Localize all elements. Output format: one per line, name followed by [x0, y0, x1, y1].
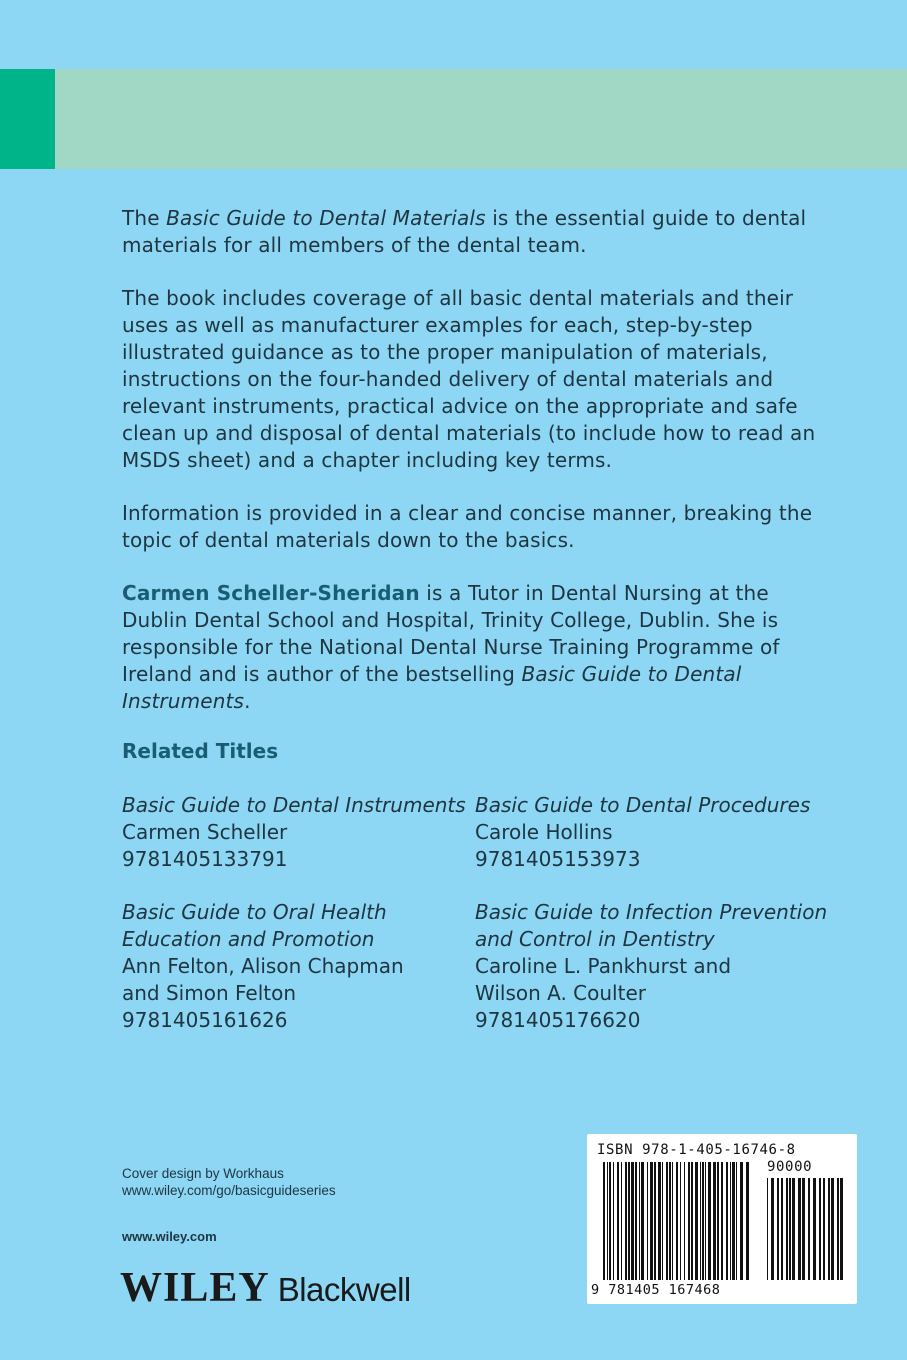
barcode-bar [819, 1178, 821, 1280]
barcode-bar [621, 1162, 622, 1280]
related-title-entry [475, 792, 835, 873]
related-titles-heading: Related Titles [122, 739, 279, 763]
related-title-name: Basic Guide to Dental Instruments [122, 793, 466, 817]
related-title-author: and Simon Felton [122, 981, 297, 1005]
related-title-name: Basic Guide to Infection Prevention [475, 900, 828, 924]
cover-design-credit: Cover design by Workhaus [122, 1166, 284, 1181]
barcode-bar [613, 1162, 614, 1280]
related-title-name: Basic Guide to Dental Procedures [475, 793, 811, 817]
related-title-entry [122, 792, 482, 873]
isbn-label: ISBN 978-1-405-16746-8 [597, 1142, 796, 1158]
book-title: Basic Guide to Dental Materials [166, 206, 486, 230]
band-accent-block [0, 69, 55, 169]
related-title-author: Carmen Scheller [122, 820, 288, 844]
barcode-bar [647, 1162, 648, 1280]
barcode-bar [684, 1162, 685, 1280]
related-title-isbn: 9781405153973 [475, 847, 641, 871]
barcode-bar [691, 1162, 693, 1280]
barcode-bar [840, 1178, 843, 1280]
related-title-isbn: 9781405176620 [475, 1008, 641, 1032]
barcode-bar [688, 1162, 690, 1280]
barcode-bar [786, 1178, 788, 1280]
series-url[interactable]: www.wiley.com/go/basicguideseries [122, 1183, 336, 1198]
barcode-bar [730, 1162, 731, 1280]
barcode-bar [802, 1178, 805, 1280]
related-title-entry [475, 899, 835, 1034]
barcode-bar [669, 1162, 671, 1280]
barcode-bar [676, 1162, 678, 1280]
related-title-name: and Control in Dentistry [475, 927, 715, 951]
barcode-bar [767, 1178, 768, 1280]
barcode-bar [700, 1162, 701, 1280]
barcode-bar [658, 1162, 661, 1280]
barcode-bar [717, 1162, 719, 1280]
barcode-bar [641, 1162, 644, 1280]
barcode-bar [823, 1178, 825, 1280]
related-titles-left-column [122, 792, 482, 1060]
barcode-bar [672, 1162, 673, 1280]
barcode-bar [777, 1178, 779, 1280]
barcode-bar [625, 1162, 627, 1280]
barcode-bar [680, 1162, 681, 1280]
barcode-bar [654, 1162, 656, 1280]
top-color-band [0, 69, 907, 169]
barcode-bar [650, 1162, 653, 1280]
related-title-isbn: 9781405161626 [122, 1008, 288, 1032]
barcode-bar [628, 1162, 630, 1280]
barcode-bar [813, 1178, 816, 1280]
barcode-bar [781, 1178, 783, 1280]
logo-wiley: WILEY [120, 1265, 270, 1311]
barcode-bar [732, 1162, 735, 1280]
barcode-bar [635, 1162, 637, 1280]
barcode-bar [666, 1162, 668, 1280]
related-title-entry [122, 899, 482, 1034]
blurb-paragraph-3: Information is provided in a clear and concise manner, breaking the topic of dental materials down to the basics. [122, 501, 813, 552]
barcode-bar [789, 1178, 791, 1280]
related-title-author: Wilson A. Coulter [475, 981, 646, 1005]
barcode-bar [662, 1162, 663, 1280]
barcode-bar [828, 1178, 830, 1280]
barcode-bar [603, 1162, 605, 1280]
logo-blackwell: Blackwell [277, 1271, 411, 1308]
barcode-bar [771, 1178, 774, 1280]
related-title-name: Basic Guide to Oral Health [122, 900, 387, 924]
related-titles-right-column [475, 792, 835, 1060]
blurb-paragraph-2: The book includes coverage of all basic dental materials and their uses as well as manufacturer examples for each, step-by-step illustrated guidance as to the proper manipulation of materials, instructions on the four-handed delivery of dental materials and relevant instruments, practical advice on the appropriate and safe clean up and disposal of dental materials (to include how to read an MSDS sheet) and a chapter including key terms. [122, 286, 816, 472]
related-title-author: Ann Felton, Alison Chapman [122, 954, 404, 978]
barcode-bar [617, 1162, 619, 1280]
related-title-author: Caroline L. Pankhurst and [475, 954, 732, 978]
barcode-bar [740, 1162, 743, 1280]
barcode-bar [695, 1162, 698, 1280]
barcode-bar [631, 1162, 634, 1280]
author-book-title: Basic Guide to Dental Instruments [122, 662, 742, 713]
barcode-bar [705, 1162, 706, 1280]
barcode-bar [831, 1178, 834, 1280]
barcode-bar [837, 1178, 839, 1280]
related-title-author: Carole Hollins [475, 820, 613, 844]
related-title-isbn: 9781405133791 [122, 847, 288, 871]
barcode-bar [609, 1162, 611, 1280]
barcode-bar [702, 1162, 704, 1280]
author-bio: Carmen Scheller-Sheridan is a Tutor in Dental Nursing at the Dublin Dental School and Hospital, Trinity College, Dublin. She is responsible for the National Dental Nurse Training Programme of Ireland and is author of the bestselling Basic Guide to Dental Instruments. [122, 581, 780, 713]
credits [122, 1165, 336, 1199]
barcode-box [587, 1134, 857, 1304]
barcode-bar [713, 1162, 716, 1280]
price-code: 90000 [767, 1159, 813, 1175]
publisher-url[interactable]: www.wiley.com [122, 1229, 217, 1244]
author-name: Carmen Scheller-Sheridan [122, 581, 420, 605]
barcode-bar [721, 1162, 723, 1280]
barcode-image [587, 1134, 857, 1304]
ean-digits: 9 781405 167468 [591, 1282, 721, 1298]
barcode-bar [726, 1162, 728, 1280]
barcode-bar [808, 1178, 810, 1280]
barcode-bar [746, 1162, 749, 1280]
publisher-logo [120, 1264, 411, 1312]
blurb [122, 205, 822, 741]
barcode-bar [736, 1162, 737, 1280]
barcode-bar [798, 1178, 801, 1280]
blurb-paragraph-1: The Basic Guide to Dental Materials is the essential guide to dental materials for all members of the dental team. [122, 206, 807, 257]
barcode-bar [708, 1162, 711, 1280]
barcode-bar [792, 1178, 795, 1280]
related-title-name: Education and Promotion [122, 927, 375, 951]
barcode-bar [607, 1162, 608, 1280]
barcode-bar [639, 1162, 640, 1280]
